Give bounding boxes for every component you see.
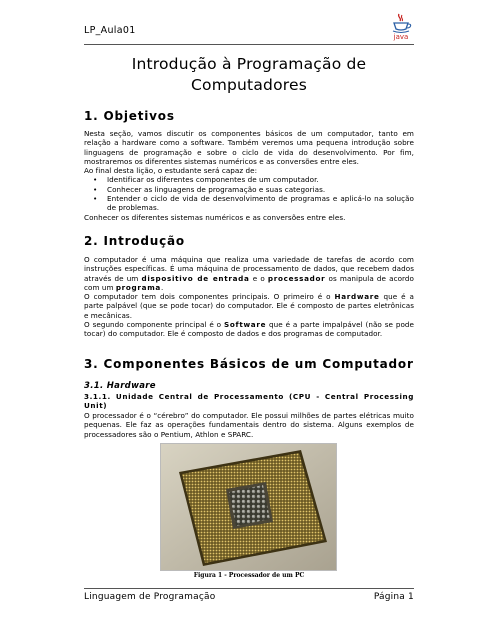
subsection-heading: 3.1. Hardware: [84, 381, 156, 391]
section-1-heading: 1. Objetivos: [84, 109, 175, 123]
bold-term: Software: [223, 320, 267, 330]
section-2-heading: 2. Introdução: [84, 234, 185, 248]
bold-term: programa: [115, 282, 161, 292]
objective-item: • Conhecer as linguagens de programação e suas categorias.: [84, 185, 414, 194]
footer-page-number: Página 1: [373, 592, 414, 602]
section-1-para-1: Nesta seção, vamos discutir os componentes básicos de um computador, tanto em relação a hardware como a software. Também veremos uma pequena introdução sobre linguagens de programação e sobre o ciclo de vida do desenvolvimento. Por fim, mostraremos os diferentes sistemas numéricos e as conversões entre eles.: [84, 129, 414, 166]
section-3-body: [84, 411, 414, 439]
java-cup-icon: [388, 12, 414, 34]
processor-photo: [160, 443, 337, 571]
java-logo-text: java: [393, 33, 409, 41]
header-rule: [84, 44, 414, 45]
section-1-para-2: Ao final desta lição, o estudante será capaz de:: [84, 166, 258, 176]
footer-left-text: Linguagem de Programação: [84, 592, 216, 602]
bold-term: processador: [267, 273, 326, 283]
objective-item: • Entender o ciclo de vida de desenvolvimento de programas e aplicá-lo na solução de problemas.: [84, 194, 414, 213]
subsubsection-heading: 3.1.1. Unidade Central de Processamento (CPU - Central Processing Unit): [84, 392, 414, 411]
section-2-para-3: O segundo componente principal é o Software que é a parte impalpável (não se pode tocar) do computador. Ele é composto de dados e dos programas de computador.: [84, 320, 414, 339]
objective-item: • Identificar os diferentes componentes de um computador.: [84, 175, 414, 184]
objectives-list: [84, 175, 414, 212]
section-1-body: [84, 129, 414, 222]
figure-caption: Figura 1 - Processador de um PC: [193, 572, 305, 579]
section-2-para-1: O computador é uma máquina que realiza uma variedade de tarefas de acordo com instruções específicas. É uma máquina de processamento de dados, que recebem dados através de um dispositivo de entrada e o processador os manipula de acordo com um programa.: [84, 255, 414, 292]
section-1-para-3: Conhecer os diferentes sistemas numéricos e as conversões entre eles.: [84, 212, 346, 222]
section-3-heading: 3. Componentes Básicos de um Computador: [84, 357, 414, 371]
document-title: Introdução à Programação de Computadores: [131, 55, 367, 94]
section-2-body: [84, 255, 414, 339]
footer-rule: [84, 588, 414, 589]
section-3-para-1: O processador é o “cérebro” do computador. Ele possui milhões de partes elétricas muito pequenas. Ele faz as operações fundamentais dentro do sistema. Alguns exemplos de processadores são o Pentium, Athlon e SPARC.: [84, 411, 414, 439]
section-2-para-2: O computador tem dois componentes principais. O primeiro é o Hardware que é a parte palpável (que se pode tocar) do computador. Ele é composto de partes eletrônicas e mecânicas.: [84, 292, 414, 320]
bold-term: Hardware: [334, 292, 380, 302]
bold-term: dispositivo de entrada: [141, 273, 250, 283]
java-logo: [388, 12, 414, 46]
processor-illustration: [161, 444, 336, 570]
header-label: LP_Aula01: [84, 25, 136, 36]
